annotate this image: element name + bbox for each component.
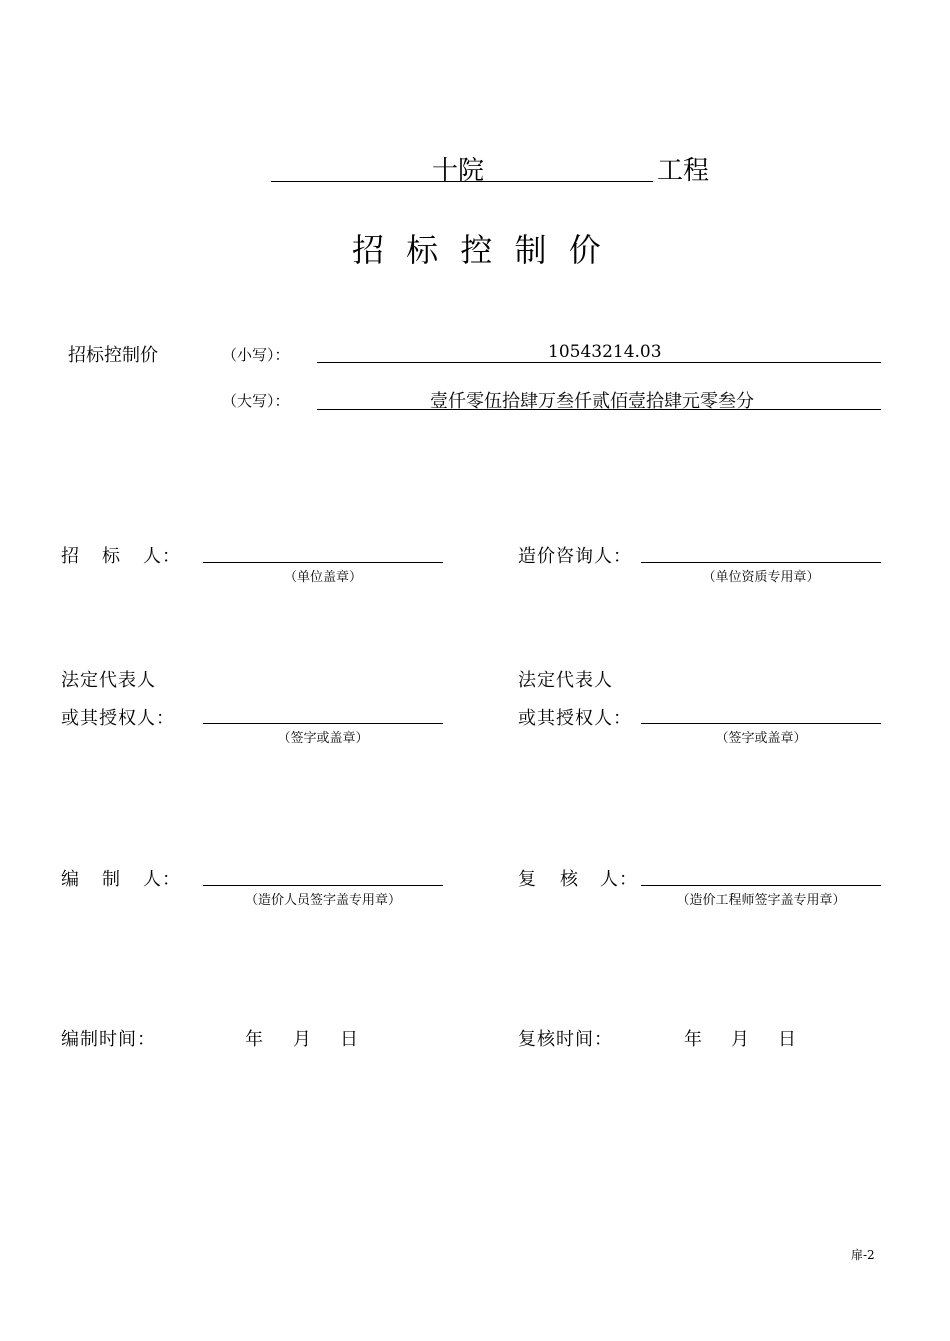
consultant-note: （单位资质专用章） — [702, 570, 820, 585]
compile-date-month[interactable]: 月 — [293, 1029, 312, 1050]
tenderer-label-a: 招 — [61, 546, 80, 567]
legal-rep-right-note: （签字或盖章） — [715, 731, 807, 746]
compiler-signature-line[interactable] — [203, 885, 443, 886]
legal-rep-right-line1: 法定代表人 — [518, 670, 613, 691]
tenderer-note: （单位盖章） — [283, 570, 362, 585]
compile-date-year[interactable]: 年 — [245, 1029, 264, 1050]
consultant-label: 造价咨询人： — [518, 546, 632, 567]
compile-date-day[interactable]: 日 — [340, 1029, 359, 1050]
price-upper-underline — [317, 409, 881, 410]
tenderer-label-c: 人： — [143, 546, 181, 567]
legal-rep-left-line2: 或其授权人： — [61, 708, 175, 729]
reviewer-signature-line[interactable] — [641, 885, 881, 886]
review-date-day[interactable]: 日 — [778, 1029, 797, 1050]
reviewer-label-b: 核 — [560, 869, 579, 890]
price-lower-label: （小写）： — [222, 346, 290, 364]
reviewer-label-c: 人： — [600, 869, 638, 890]
legal-rep-left-note: （签字或盖章） — [277, 731, 369, 746]
compile-date-label: 编制时间： — [61, 1029, 156, 1050]
legal-rep-right-line2: 或其授权人： — [518, 708, 632, 729]
compiler-label-b: 制 — [102, 869, 121, 890]
page-code: 扉-2 — [851, 1248, 875, 1262]
compiler-label-c: 人： — [143, 869, 181, 890]
review-date-label: 复核时间： — [518, 1029, 613, 1050]
reviewer-note: （造价工程师签字盖专用章） — [676, 893, 846, 908]
review-date-month[interactable]: 月 — [731, 1029, 750, 1050]
legal-rep-right-signature-line[interactable] — [641, 723, 881, 724]
tenderer-label-b: 标 — [102, 546, 121, 567]
legal-rep-left-signature-line[interactable] — [203, 723, 443, 724]
price-lower-value: 10543214.03 — [548, 342, 662, 362]
price-upper-label: （大写）： — [222, 392, 290, 410]
compiler-note: （造价人员签字盖专用章） — [244, 893, 401, 908]
project-name: 十院 — [432, 156, 485, 186]
price-label: 招标控制价 — [68, 345, 158, 366]
price-upper-value: 壹仟零伍拾肆万叁仟贰佰壹拾肆元零叁分 — [430, 391, 754, 412]
consultant-signature-line[interactable] — [641, 562, 881, 563]
project-suffix: 工程 — [657, 156, 710, 186]
reviewer-label-a: 复 — [518, 869, 537, 890]
review-date-year[interactable]: 年 — [684, 1029, 703, 1050]
tenderer-signature-line[interactable] — [203, 562, 443, 563]
price-lower-underline — [317, 362, 881, 363]
page-title: 招 标 控 制 价 — [352, 231, 607, 269]
legal-rep-left-line1: 法定代表人 — [61, 670, 156, 691]
compiler-label-a: 编 — [61, 869, 80, 890]
project-name-underline — [271, 181, 653, 182]
